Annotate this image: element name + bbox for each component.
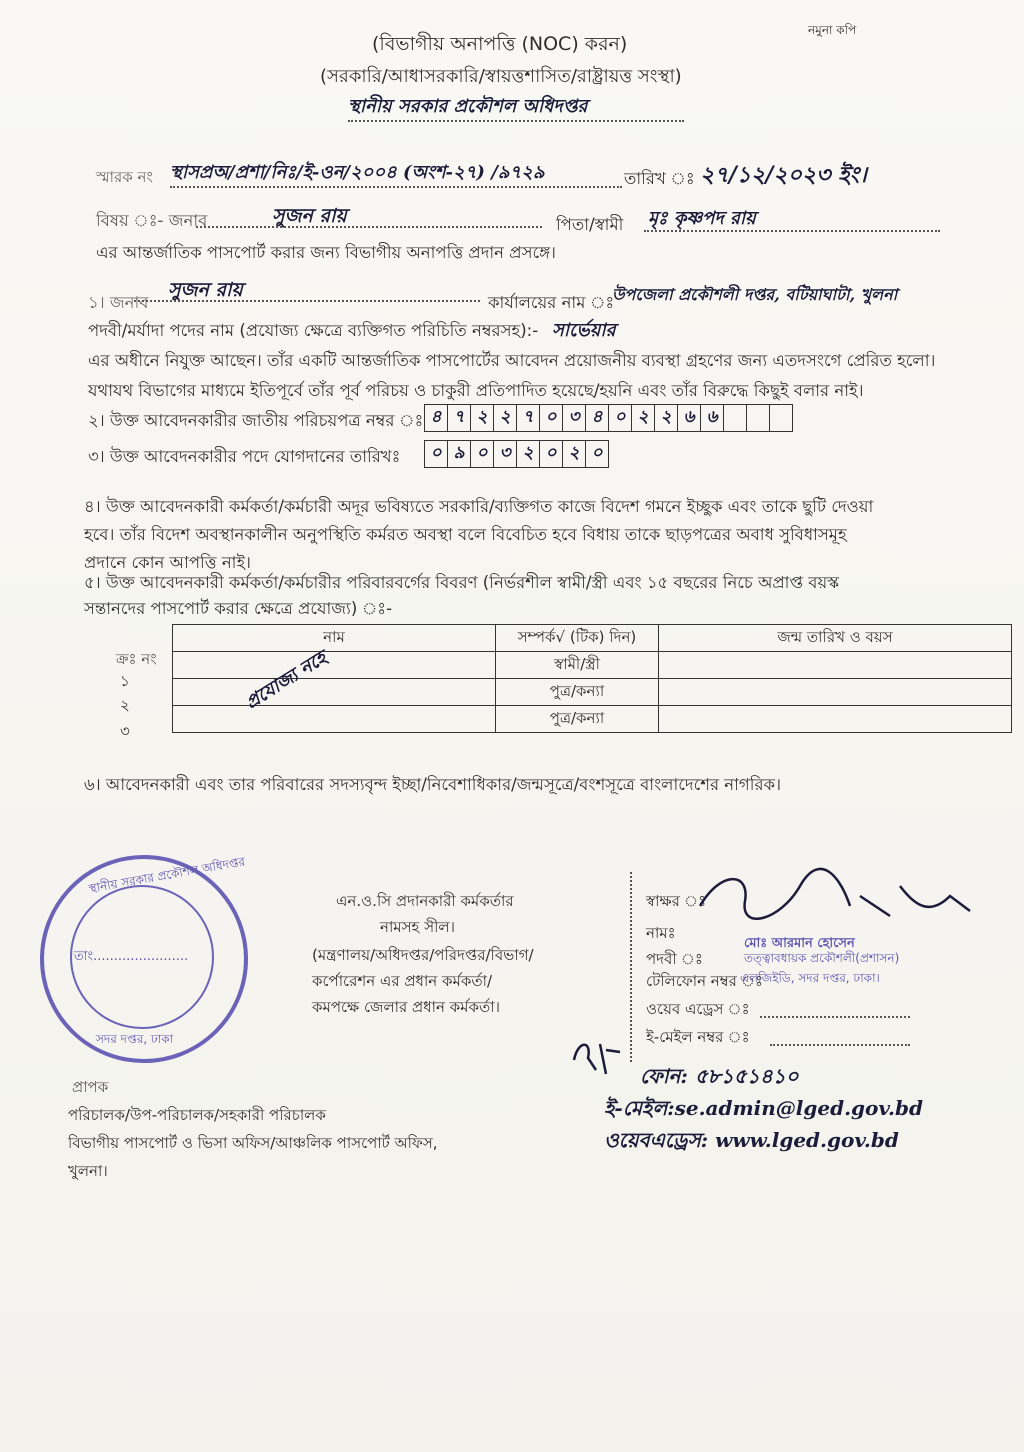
para4-line3: প্রদানে কোন আপত্তি নাই। — [84, 553, 251, 572]
table-sl-header: ক্রঃ নং — [116, 650, 157, 668]
seal-ring-bottom: সদর দপ্তর, ঢাকা — [96, 1032, 174, 1046]
memo-underline — [170, 186, 622, 188]
recipient-line4: খুলনা। — [68, 1162, 108, 1180]
join-digit: ০ — [591, 443, 603, 463]
father-underline — [644, 230, 940, 232]
nid-digit: ২ — [471, 405, 494, 431]
email-underline — [770, 1044, 910, 1046]
web-label: ওয়েব এড্রেস ঃ — [646, 1000, 750, 1018]
initial-icon — [566, 1030, 626, 1080]
item1-label: ১। জনাব — [88, 293, 149, 312]
recipient-label: প্রাপক — [72, 1078, 109, 1096]
not-applicable-note: প্রযোজ্য নহে — [241, 647, 331, 714]
web-handwritten: ওয়েবএড্রেস: www.lged.gov.bd — [604, 1128, 899, 1152]
table-cell-dob — [659, 652, 1012, 679]
item1-name-underline — [134, 300, 480, 302]
phone-label: টেলিফোন নম্বর ঃ — [646, 972, 764, 990]
table-row — [173, 706, 1012, 733]
office-label: কার্যালয়ের নাম ঃ — [488, 293, 615, 312]
table-cell-relation: স্বামী/স্ত্রী — [496, 652, 659, 679]
table-cell-relation: পুত্র/কন্যা — [496, 706, 659, 733]
date-label: তারিখ ঃ — [624, 169, 695, 188]
para2: যথাযথ বিভাগের মাধ্যমে ইতিপূর্বে তাঁর পূর্ব পরিচয় ও চাকুরী প্রতিপাদিত হয়েছে/হয়নি এবং তাঁর বিরুদ্ধে কিছুই বলার নাই। — [88, 381, 864, 400]
join-digit: ০ — [471, 441, 494, 467]
table-header-row — [173, 625, 1012, 652]
father-label: পিতা/স্বামী — [556, 215, 624, 234]
sample-copy-label: নমুনা কপি — [808, 23, 857, 37]
office-value: উপজেলা প্রকৌশলী দপ্তর, বটিয়াঘাটা, খুলনা — [612, 285, 898, 304]
name-seal: মোঃ আরমান হোসেন — [744, 936, 855, 951]
table-cell-dob — [659, 679, 1012, 706]
table-sl: ৩ — [120, 722, 130, 740]
nid-boxes — [424, 404, 793, 432]
memo-no-label: স্মারক নং — [96, 168, 153, 186]
nid-digit: ৪ — [586, 405, 609, 431]
subject-label: বিষয় ঃ- জনাব — [96, 211, 208, 230]
nid-label: ২। উক্ত আবেদনকারীর জাতীয় পরিচয়পত্র নম্বর ঃ — [88, 411, 424, 430]
document-title: (বিভাগীয় অনাপত্তি (NOC) করন) — [372, 33, 628, 55]
email-handwritten: ই-মেইল:se.admin@lged.gov.bd — [604, 1096, 923, 1120]
table-sl: ১ — [120, 672, 130, 690]
nid-digit: ৩ — [563, 405, 586, 431]
join-digit: ০ — [540, 441, 563, 467]
nid-digit — [770, 405, 792, 431]
nid-digit: ০ — [540, 405, 563, 431]
table-header-name: নাম — [173, 625, 496, 652]
father-name: মৃঃ কৃষ্ণপদ রায় — [648, 208, 756, 229]
recipient-line3: বিভাগীয় পাসপোর্ট ও ভিসা অফিস/আঞ্চলিক পাসপোর্ট অফিস, — [68, 1134, 438, 1152]
item1-name: সুজন রায় — [168, 279, 243, 301]
org-name-handwritten: স্থানীয় সরকার প্রকৌশল অধিদপ্তর — [348, 96, 588, 117]
name-label: নামঃ — [646, 924, 676, 942]
table-cell-name — [173, 679, 496, 706]
post-label-sign: পদবী ঃ — [646, 950, 703, 968]
office-seal-text: এলজিইডি, সদর দপ্তর, ঢাকা। — [740, 971, 880, 985]
post-value: সার্ভেয়ার — [552, 320, 616, 341]
nid-digit: ২ — [632, 405, 655, 431]
nid-digit: ৭ — [517, 405, 540, 431]
para1: এর অধীনে নিযুক্ত আছেন। তাঁর একটি আন্তর্জাতিক পাসপোর্টের আবেদন প্রয়োজনীয় ব্যবস্থা গ্রহণের জন্য এতদসংগে প্রেরিত হলো। — [88, 351, 936, 370]
para5-line1: ৫। উক্ত আবেদনকারী কর্মকর্তা/কর্মচারীর পরিবারবর্গের বিবরণ (নির্ভরশীল স্বামী/স্ত্রী এবং ১৫ বছরের নিচে অপ্রাপ্ত বয়স্ক — [84, 573, 840, 592]
join-digit: ৩ — [494, 441, 517, 467]
issuer-line2: নামসহ সীল। — [380, 918, 455, 936]
table-cell-name — [173, 706, 496, 733]
para4-line2: হবে। তাঁর বিদেশ অবস্থানকালীন অনুপস্থিতি কর্মরত অবস্থা বলে বিবেচিত হবে বিধায় তাকে ছাড়পত্রের অবাধ সুবিধাসমূহ — [84, 525, 847, 544]
issuer-line3: (মন্ত্রণালয়/অধিদপ্তর/পরিদপ্তর/বিভাগ/ — [312, 946, 534, 964]
table-header-dob: জন্ম তারিখ ও বয়স — [659, 625, 1012, 652]
subject-name-underline — [196, 226, 542, 228]
table-sl: ২ — [120, 696, 130, 714]
subject-line: এর আন্তর্জাতিক পাসপোর্ট করার জন্য বিভাগীয় অনাপত্তি প্রদান প্রসঙ্গে। — [96, 243, 556, 262]
document-subtitle: (সরকারি/আধাসরকারি/স্বায়ত্তশাসিত/রাষ্ট্রায়ত্ত সংস্থা) — [320, 66, 682, 87]
nid-digit: ৬ — [701, 405, 724, 431]
nid-digit: ৬ — [678, 405, 701, 431]
issuer-line4: কর্পোরেশন এর প্রধান কর্মকর্তা/ — [312, 972, 493, 990]
recipient-line2: পরিচালক/উপ-পরিচালক/সহকারী পরিচালক — [68, 1106, 326, 1124]
issuer-line5: কমপক্ষে জেলার প্রধান কর্মকর্তা। — [312, 998, 500, 1016]
nid-digit: ২ — [494, 405, 517, 431]
phone-handwritten: ফোন: ৫৮১৫১৪১০ — [640, 1064, 799, 1088]
nid-digit — [747, 405, 770, 431]
org-underline — [348, 120, 684, 122]
signature-icon — [690, 866, 980, 936]
sign-block-divider — [630, 872, 632, 1062]
issuer-line1: এন.ও.সি প্রদানকারী কর্মকর্তার — [336, 892, 514, 910]
nid-digit — [724, 405, 747, 431]
join-digit: ০ — [425, 441, 448, 467]
table-cell-name — [173, 652, 496, 679]
memo-no-value: স্থাসপ্রঅ/প্রশা/নিঃ/ই-ওন/২০০৪ (অংশ-২৭) /৯৭২৯ — [170, 162, 545, 183]
seal-center: তাং....................... — [74, 949, 189, 964]
seal-ring-top: স্থানীয় সরকার প্রকৌশল অধিদপ্তর — [87, 854, 247, 896]
email-label: ই-মেইল নম্বর ঃ — [646, 1028, 750, 1046]
table-cell-relation: পুত্র/কন্যা — [496, 679, 659, 706]
join-boxes — [424, 440, 609, 468]
table-header-relation: সম্পর্ক√ (টিক) দিন) — [496, 625, 659, 652]
date-value: ২৭/১২/২০২৩ ইং। — [700, 162, 867, 188]
join-digit: ৯ — [448, 441, 471, 467]
nid-digit: ৪ — [425, 405, 448, 431]
join-digit: ২ — [517, 441, 540, 467]
post-seal: তত্ত্বাবধায়ক প্রকৌশলী(প্রশাসন) — [744, 951, 900, 965]
para6: ৬। আবেদনকারী এবং তার পরিবারের সদস্যবৃন্দ ইচ্ছা/নিবেশাধিকার/জন্মসূত্রে/বংশসূত্রে বাংলাদেশের নাগরিক। — [84, 775, 781, 794]
para4-line1: ৪। উক্ত আবেদনকারী কর্মকর্তা/কর্মচারী অদূর ভবিষ্যতে সরকারি/ব্যক্তিগত কাজে বিদেশ গমনে ইচ্ছুক এবং তাকে ছুটি দেওয়া — [84, 497, 874, 516]
nid-digit: ৭ — [448, 405, 471, 431]
nid-digit: ০ — [609, 405, 632, 431]
nid-digit: ২ — [655, 405, 678, 431]
signature-label: স্বাক্ষর ঃ — [646, 892, 707, 910]
join-label: ৩। উক্ত আবেদনকারীর পদে যোগদানের তারিখঃ — [88, 447, 401, 466]
web-underline — [760, 1016, 910, 1018]
table-cell-dob — [659, 706, 1012, 733]
post-label: পদবী/মর্যাদা পদের নাম (প্রযোজ্য ক্ষেত্রে ব্যক্তিগত পরিচিতি নম্বরসহ):- — [88, 321, 539, 340]
office-seal-stamp — [40, 855, 248, 1063]
subject-name: সুজন রায় — [272, 205, 347, 227]
para5-line2: সন্তানদের পাসপোর্ট করার ক্ষেত্রে প্রযোজ্য) ঃ- — [84, 599, 393, 618]
join-digit: ২ — [563, 441, 586, 467]
